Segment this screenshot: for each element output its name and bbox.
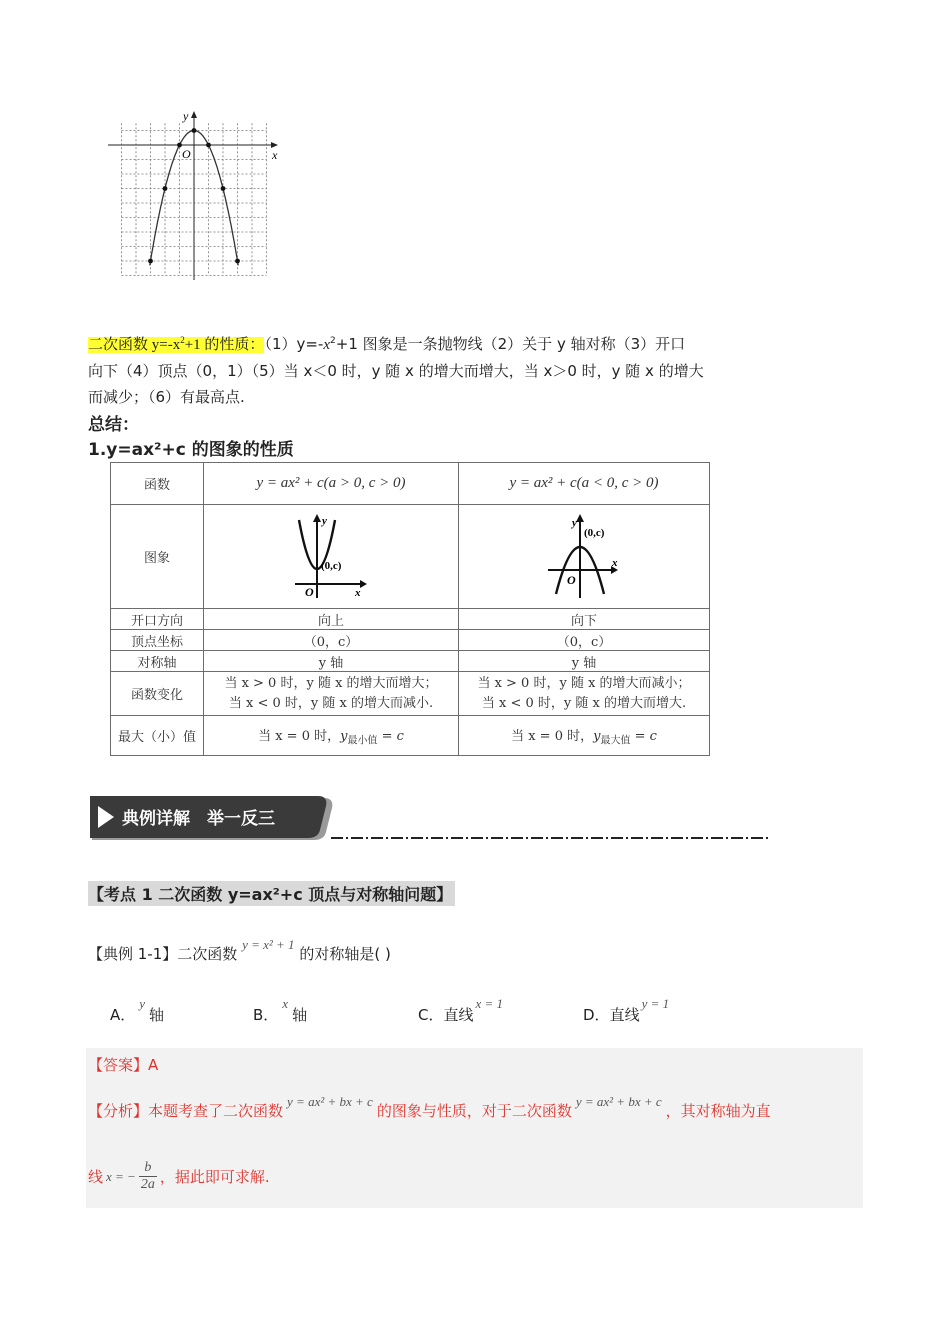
table-row-graph [111,505,710,609]
properties-line-3: 而减少；（6）有最高点. [88,388,245,406]
graph-point [206,143,211,148]
graph-point [148,259,153,264]
graph-a-origin: O [305,584,314,599]
graph-a-y: y [322,514,327,527]
table-opening-b: 向下 [459,609,710,630]
table-row-vertex [111,630,710,651]
graph-b-x: x [612,556,618,569]
table-header-extreme: 最大（小）值 [111,716,204,756]
table-header-opening: 开口方向 [111,609,204,630]
table-graph-b-cell [459,505,710,609]
table-change-b-line1: 当 x > 0 时，y 随 x 的增大而减小； [477,675,691,691]
graph-x-label: x [272,148,278,162]
table-row-function [111,463,710,505]
table-row-opening [111,609,710,630]
upward-parabola-sketch [291,512,371,602]
table-header-axis: 对称轴 [111,651,204,672]
table-vertex-a: （0，c） [204,630,459,651]
option-c[interactable]: C．直线$^{x = 1}$ [418,996,504,1024]
downward-parabola-sketch [544,512,624,602]
table-change-b-line2: 当 x < 0 时，y 随 x 的增大而增大. [481,695,687,711]
properties-label: 二次函数 $y=-x^2+1$ 的性质： [88,335,265,353]
analysis-line-2: 线 x = − $\frac{b}{2a}$ ，据此即可求解. [88,1160,270,1192]
table-extreme-b: 当 x = 0 时，$y_{最大值} = c$ [459,716,710,756]
option-d[interactable]: D．直线$^{y = 1}$ [583,996,670,1024]
example-label: 【典例 1-1】二次函数 [88,945,238,963]
table-function-a: y = ax² + c(a > 0, c > 0) [204,463,459,505]
table-change-a-line1: 当 x > 0 时，y 随 x 的增大而增大； [224,675,438,691]
table-header-vertex: 顶点坐标 [111,630,204,651]
graph-point [163,186,168,191]
properties-table [110,462,710,756]
table-opening-a: 向上 [204,609,459,630]
parabola-graph [100,108,290,283]
table-change-a [204,672,459,716]
table-axis-b: y 轴 [459,651,710,672]
graph-a-x: x [355,586,361,599]
example-formula: y = x² + 1 [242,937,295,952]
graph-b-y: y [572,516,577,529]
answer-label: 【答案】A [88,1056,159,1074]
option-b[interactable]: B．$^x$轴 [253,996,308,1024]
summary-title: 总结： [88,415,139,435]
graph-origin-label: O [182,147,191,161]
table-row-axis [111,651,710,672]
table-change-b [459,672,710,716]
table-header-function: 函数 [111,463,204,505]
graph-a-vertex: (0,c) [321,559,342,572]
graph-b-origin: O [567,572,576,587]
graph-b-vertex: (0,c) [584,526,605,539]
graph-y-label: y [183,109,189,123]
section-banner [86,794,776,844]
example-tail: 的对称轴是( ) [299,945,391,963]
table-function-b: y = ax² + c(a < 0, c > 0) [459,463,710,505]
table-header-graph: 图象 [111,505,204,609]
graph-point [192,128,197,133]
table-header-change: 函数变化 [111,672,204,716]
y-axis-arrow [191,111,197,118]
graph-point [235,259,240,264]
table-axis-a: y 轴 [204,651,459,672]
table-graph-a-cell [204,505,459,609]
table-vertex-b: （0，c） [459,630,710,651]
summary-subtitle: 1.y=ax²+c 的图象的性质 [88,440,294,460]
table-row-extreme [111,716,710,756]
example-question [88,937,391,964]
fraction: $\frac{b}{2a}$ [140,1160,155,1192]
graph-point [221,186,226,191]
option-a[interactable]: A．$^y$轴 [110,996,165,1024]
properties-paragraph [88,327,788,410]
properties-line-2: 向下（4）顶点（0，1）（5）当 x＜0 时，y 随 x 的增大而增大，当 x＞0 时，y 随 x 的增大 [88,362,704,380]
table-extreme-a: 当 x = 0 时，$y_{最小值} = c$ [204,716,459,756]
table-change-a-line2: 当 x < 0 时，y 随 x 的增大而减小. [228,695,434,711]
banner-title: 典例详解 举一反三 [122,809,275,829]
kaodian-heading: 【考点 1 二次函数 y=ax²+c 顶点与对称轴问题】 [88,881,455,906]
analysis-line-1: 【分析】本题考查了二次函数y = ax² + bx + c的图象与性质，对于二次函数y = ax² + bx + c，其对称轴为直 [88,1094,771,1120]
table-row-change [111,672,710,716]
properties-line-1: 二次函数 $y=-x^2+1$ 的性质：$(1)y=-x^2+1$ 图象是一条抛物线（2）关于 y 轴对称（3）开口 [88,335,686,353]
